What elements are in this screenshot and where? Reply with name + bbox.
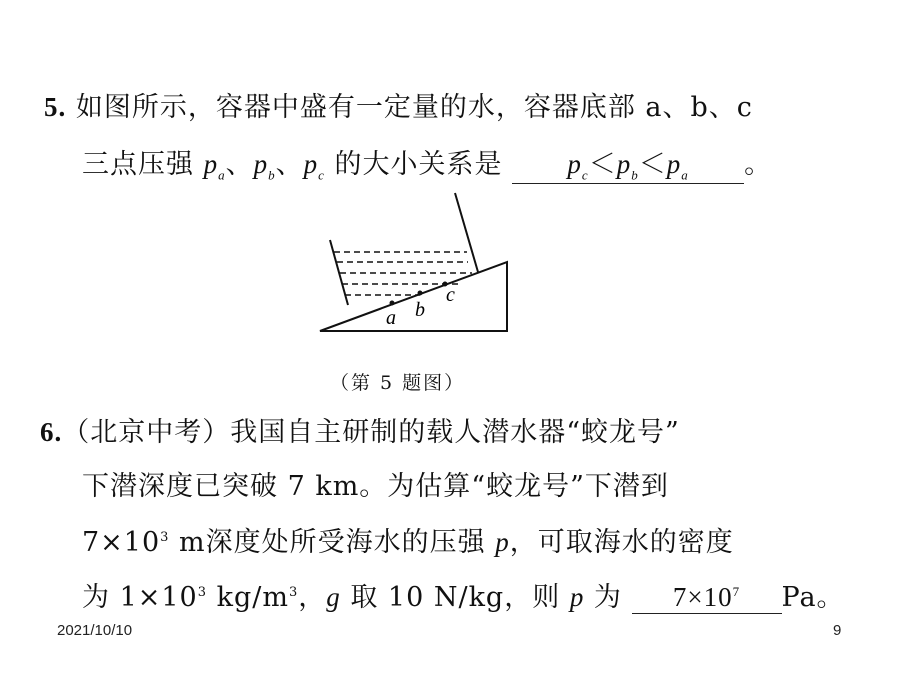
q6-line4 bbox=[82, 575, 845, 614]
footer-page-number: 9 bbox=[833, 622, 842, 639]
q6-depth-exp: 3 bbox=[160, 530, 170, 545]
q5-container-figure bbox=[300, 190, 540, 340]
q6-var-g: g bbox=[326, 582, 341, 612]
q6-end: Pa。 bbox=[781, 582, 845, 613]
q6-comma: ， bbox=[298, 582, 327, 613]
q6-density-exp: 3 bbox=[197, 585, 208, 600]
q5-sep1: 、 bbox=[225, 149, 254, 180]
q6-text-line1: （北京中考）我国自主研制的载人潜水器“蛟龙号” bbox=[62, 417, 680, 448]
q5-answer: $p_c<p_b<p_a$ bbox=[512, 142, 744, 184]
q5-end: 。 bbox=[744, 149, 773, 180]
q6-line3 bbox=[82, 520, 734, 559]
label-a: a bbox=[386, 307, 396, 329]
q5-var-pc: $p_c$ bbox=[303, 149, 325, 183]
q5-text-line2-post: 的大小关系是 bbox=[324, 149, 503, 180]
container-right-wall bbox=[455, 193, 478, 272]
q5-number: 5. bbox=[44, 92, 67, 122]
point-a bbox=[390, 301, 395, 306]
q5-sep2: 、 bbox=[275, 149, 304, 180]
q5-text-line1: 如图所示，容器中盛有一定量的水，容器底部 a、b、c bbox=[75, 92, 753, 123]
q6-var-p: p bbox=[495, 527, 510, 557]
q6-density-unit: kg/m bbox=[207, 582, 289, 613]
q6-number: 6. bbox=[40, 417, 63, 447]
q6-line1 bbox=[40, 410, 680, 449]
q6-density-base: 为 1×10 bbox=[82, 582, 198, 613]
q6-depth-base: 7×10 bbox=[82, 527, 161, 558]
q6-line3-mid: m深度处所受海水的压强 bbox=[169, 527, 496, 558]
q5-line2 bbox=[82, 142, 772, 184]
q6-text-line2: 下潜深度已突破 7 km。为估算“蛟龙号”下潜到 bbox=[82, 471, 669, 502]
q6-density-unit-exp: 3 bbox=[288, 585, 299, 600]
q5-text-line2-pre: 三点压强 bbox=[82, 149, 204, 180]
q5-var-pa: $p_a$ bbox=[203, 149, 226, 183]
q6-line4-mid2: 取 10 N/kg，则 bbox=[340, 582, 570, 613]
q6-line2 bbox=[82, 464, 669, 503]
footer-date: 2021/10/10 bbox=[57, 622, 133, 639]
q6-answer: $7\times 10^7$ bbox=[632, 582, 782, 614]
label-c: c bbox=[446, 284, 455, 306]
label-b: b bbox=[415, 299, 425, 321]
q5-line1 bbox=[44, 85, 753, 124]
point-b bbox=[418, 291, 423, 296]
q6-line3-post: ，可取海水的密度 bbox=[509, 527, 734, 558]
q6-line4-mid3: 为 bbox=[584, 582, 622, 613]
q5-var-pb: $p_b$ bbox=[253, 149, 276, 183]
q6-var-p2: p bbox=[569, 582, 585, 612]
q5-figure-caption: （第 5 题图） bbox=[330, 372, 466, 394]
